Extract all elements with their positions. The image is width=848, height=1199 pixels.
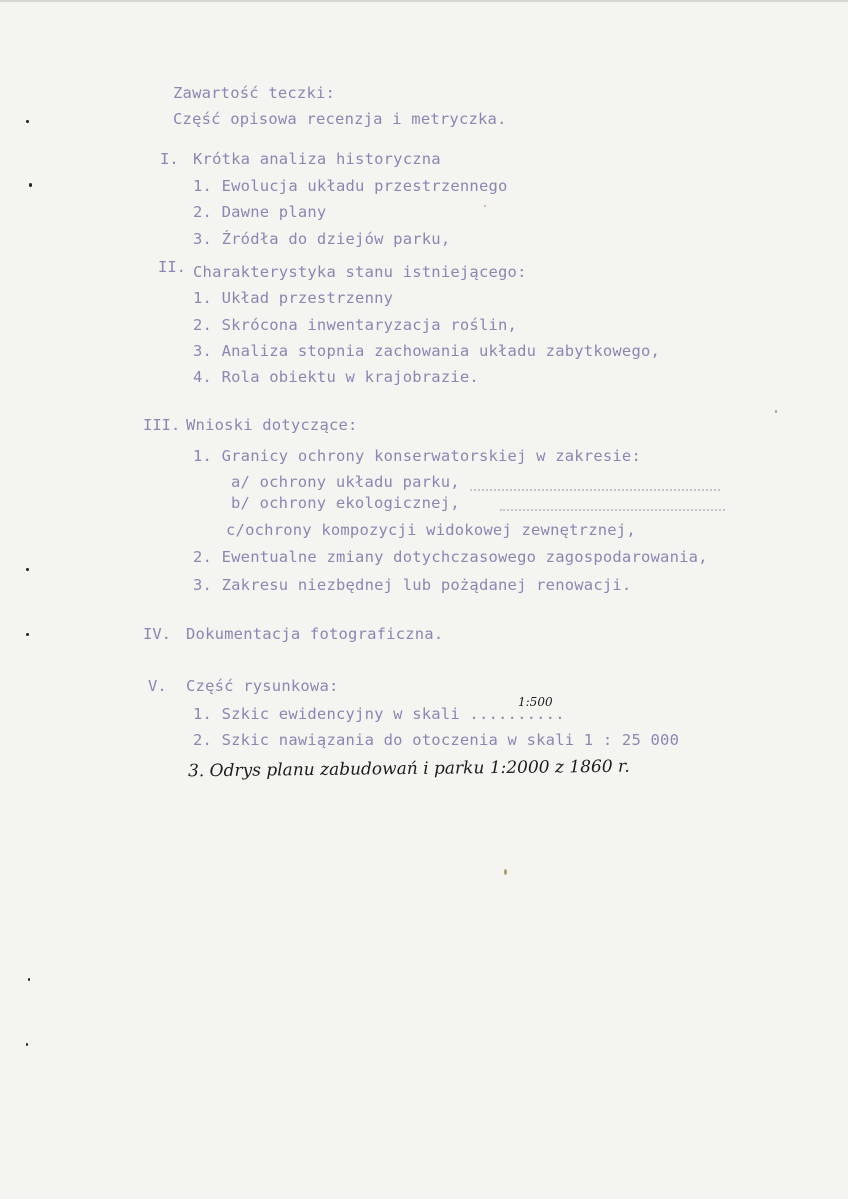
paper-speck	[26, 1043, 28, 1046]
handwritten-item: 3. Odrys planu zabudowań i parku 1:2000 z 1860 r.	[187, 756, 630, 782]
paper-speck	[28, 978, 30, 981]
list-item: c/ochrony kompozycji widokowej zewnętrznej,	[226, 521, 636, 539]
heading: Zawartość teczki:	[173, 84, 336, 102]
subheading: Część opisowa recenzja i metryczka.	[173, 110, 507, 128]
section-title: Część rysunkowa:	[186, 677, 339, 695]
paper-speck	[26, 633, 29, 636]
section-title: Dokumentacja fotograficzna.	[186, 625, 444, 643]
list-item: 2. Skrócona inwentaryzacja roślin,	[193, 316, 518, 334]
section-title: Wnioski dotyczące:	[186, 416, 358, 434]
page-edge	[0, 0, 848, 2]
dotted-leader	[500, 509, 725, 511]
list-item: 2. Dawne plany	[193, 203, 327, 221]
section-numeral: IV.	[143, 625, 171, 643]
section-numeral: I.	[160, 150, 179, 168]
paper-speck	[26, 568, 29, 571]
dotted-leader	[470, 489, 720, 491]
list-item: 3. Źródła do dziejów parku,	[193, 230, 451, 248]
section-numeral: V.	[148, 677, 167, 695]
list-item: b/ ochrony ekologicznej,	[231, 494, 460, 512]
list-item: 4. Rola obiektu w krajobrazie.	[193, 368, 479, 386]
list-item: 3. Zakresu niezbędnej lub pożądanej renowacji.	[193, 576, 632, 594]
section-title: Krótka analiza historyczna	[193, 150, 441, 168]
list-item: 1. Układ przestrzenny	[193, 289, 394, 307]
paper-speck	[775, 410, 777, 413]
section-title: Charakterystyka stanu istniejącego:	[193, 263, 527, 281]
paper-speck	[26, 120, 29, 123]
list-item: 1. Granicy ochrony konserwatorskiej w zakresie:	[193, 447, 641, 465]
section-numeral: II.	[158, 258, 186, 276]
section-numeral: III.	[143, 416, 181, 434]
list-item: 2. Szkic nawiązania do otoczenia w skali 1 : 25 000	[193, 731, 680, 749]
paper-speck	[504, 869, 507, 875]
paper-speck	[29, 183, 32, 187]
handwritten-scale: 1:500	[518, 695, 553, 709]
list-item: a/ ochrony układu parku,	[231, 473, 460, 491]
list-item: 1. Ewolucja układu przestrzennego	[193, 177, 508, 195]
list-item: 2. Ewentualne zmiany dotychczasowego zagospodarowania,	[193, 548, 708, 566]
paper-speck	[484, 205, 486, 207]
list-item: 1. Szkic ewidencyjny w skali ..........	[193, 705, 565, 723]
list-item: 3. Analiza stopnia zachowania układu zabytkowego,	[193, 342, 661, 360]
